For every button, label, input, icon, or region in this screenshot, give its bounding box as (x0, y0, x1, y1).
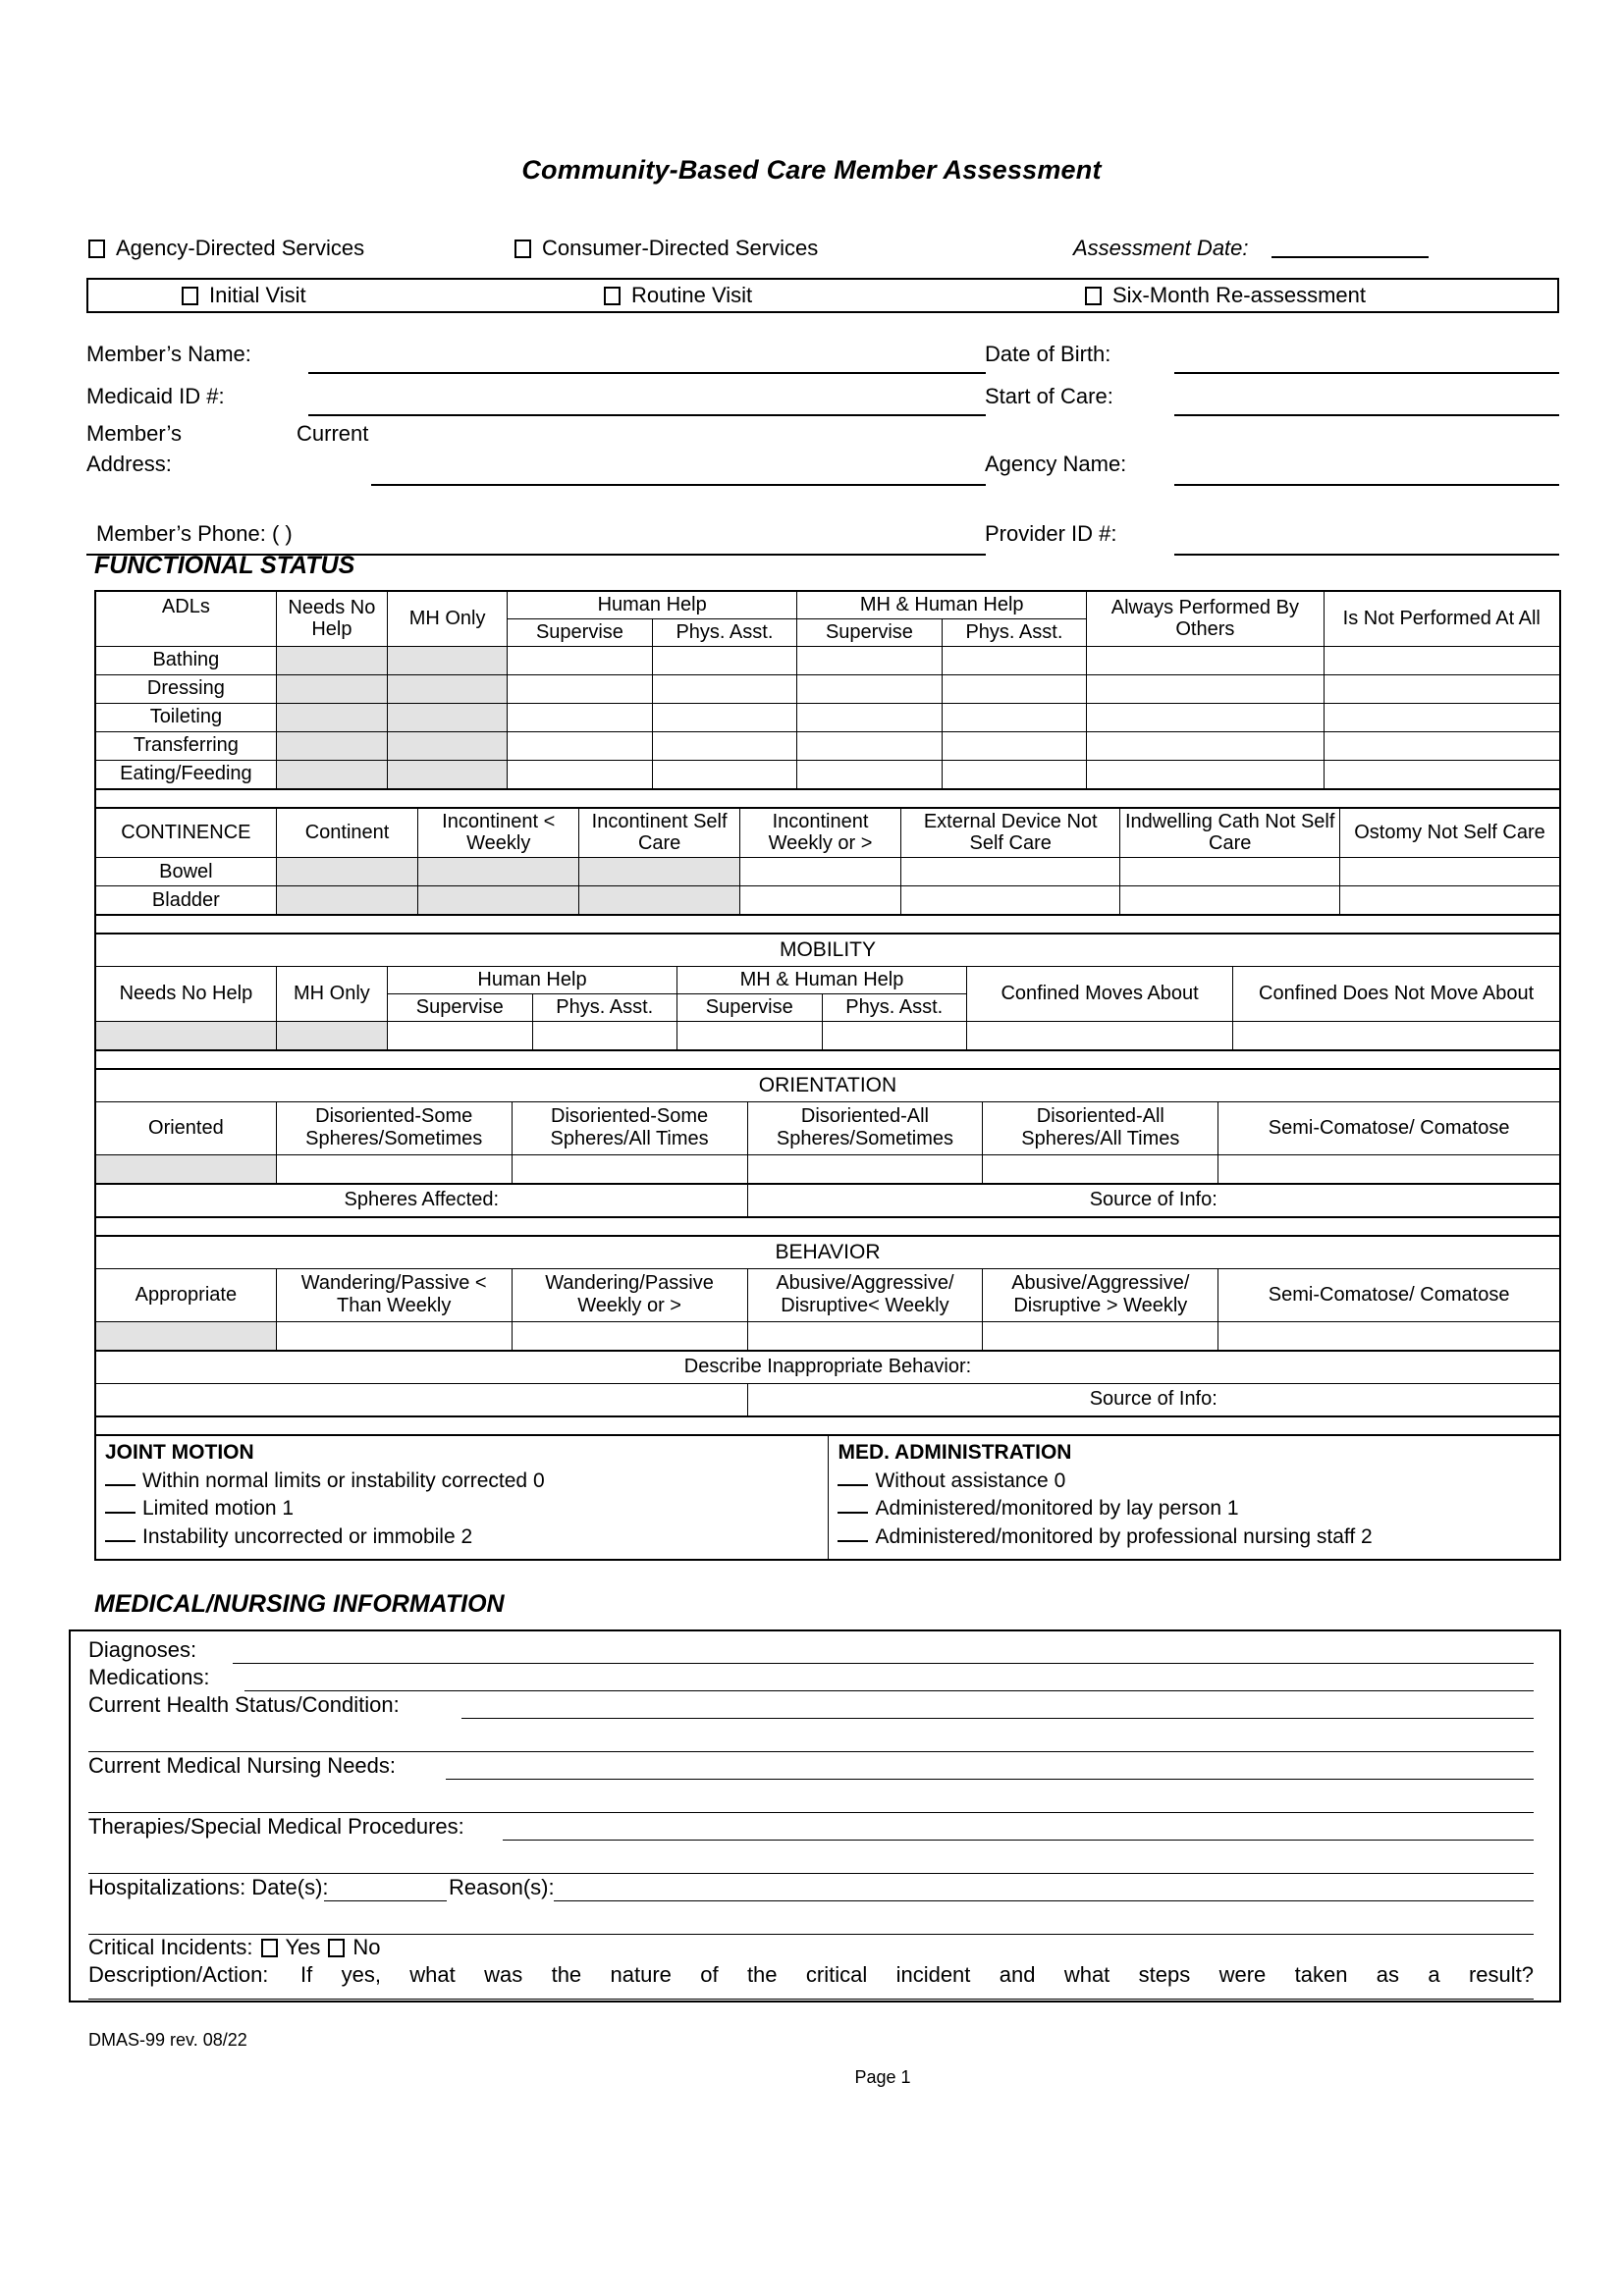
behavior-describe-input[interactable] (96, 1383, 747, 1416)
joint-motion-option-2-label: Instability uncorrected or immobile 2 (142, 1524, 473, 1548)
hospitalizations-reason-label: Reason(s): (449, 1875, 555, 1899)
section-spacer (96, 1416, 1559, 1435)
joint-motion-option-1-label: Limited motion 1 (142, 1497, 295, 1521)
checkbox-icon[interactable] (514, 240, 531, 258)
cell-checkbox[interactable] (1087, 703, 1324, 731)
med-administration-section (829, 1436, 1559, 1560)
cell-disabled (96, 1154, 276, 1184)
cell-checkbox[interactable] (508, 646, 653, 674)
cell-checkbox[interactable] (797, 703, 943, 731)
cell-checkbox[interactable] (512, 1154, 747, 1184)
mobility-col-mh-only: MH Only (276, 967, 387, 1022)
cell-disabled (388, 674, 508, 703)
cell-checkbox[interactable] (983, 1154, 1218, 1184)
member-address-label-line2: Address: (86, 452, 172, 476)
checkbox-icon[interactable] (328, 1939, 345, 1957)
dob-label: Date of Birth: (985, 342, 1111, 366)
assessment-date-label: Assessment Date: (1073, 236, 1249, 260)
cell-checkbox[interactable] (797, 646, 943, 674)
behavior-col-abusive-lt-weekly: Abusive/Aggressive/ Disruptive< Weekly (747, 1268, 983, 1321)
orientation-title: ORIENTATION (96, 1070, 1559, 1102)
form-id-footer: DMAS-99 rev. 08/22 (88, 2030, 247, 2050)
member-name-label: Member’s Name: (86, 342, 251, 366)
description-action-question: If yes, what was the nature of the critical incident and what steps were taken as a result? (300, 1962, 1534, 1987)
agency-name-input[interactable] (1174, 484, 1559, 486)
orientation-col-semi-comatose: Semi-Comatose/ Comatose (1218, 1101, 1559, 1154)
adls-group-header-row (96, 592, 1559, 618)
assessment-date-input[interactable] (1271, 240, 1429, 258)
cell-disabled (579, 886, 740, 916)
adls-row-transferring: Transferring (96, 731, 276, 760)
med-admin-option-2[interactable] (838, 1523, 1559, 1552)
med-admin-option-0[interactable] (838, 1468, 1559, 1496)
orientation-col-dis-all-all-times: Disoriented-All Spheres/All Times (983, 1101, 1218, 1154)
orientation-table (96, 1070, 1559, 1237)
cell-checkbox[interactable] (652, 703, 797, 731)
provider-id-label: Provider ID #: (985, 521, 1117, 546)
cell-checkbox[interactable] (740, 858, 901, 886)
current-health-status-input-line2[interactable] (88, 1751, 1534, 1752)
cell-checkbox[interactable] (797, 760, 943, 789)
cell-checkbox[interactable] (967, 1021, 1233, 1050)
description-action-input-line1[interactable] (88, 1999, 1534, 2000)
checkbox-icon[interactable] (604, 287, 621, 305)
provider-id-input[interactable] (1174, 554, 1559, 556)
orientation-col-dis-some-all-times: Disoriented-Some Spheres/All Times (512, 1101, 747, 1154)
behavior-col-abusive-gt-weekly: Abusive/Aggressive/ Disruptive > Weekly (983, 1268, 1218, 1321)
cell-checkbox[interactable] (747, 1321, 983, 1351)
behavior-describe-row (96, 1351, 1559, 1384)
checkbox-icon[interactable] (182, 287, 198, 305)
score-blank[interactable] (105, 1525, 135, 1542)
cell-checkbox[interactable] (652, 731, 797, 760)
continence-row-bladder: Bladder (96, 886, 276, 916)
cell-checkbox[interactable] (508, 731, 653, 760)
orientation-spheres-row (96, 1184, 1559, 1217)
score-blank[interactable] (105, 1497, 135, 1514)
cell-checkbox[interactable] (1218, 1154, 1559, 1184)
cell-disabled (276, 703, 387, 731)
therapies-input-line2[interactable] (88, 1873, 1534, 1874)
score-blank[interactable] (838, 1497, 868, 1514)
cell-disabled (276, 760, 387, 789)
cell-checkbox[interactable] (1339, 886, 1559, 916)
adls-col-always-performed-by-others: Always Performed By Others (1087, 592, 1324, 646)
visit-type-routine-label: Routine Visit (631, 283, 753, 307)
visit-type-box (86, 278, 1559, 313)
member-address-input[interactable] (371, 484, 986, 486)
page-number-footer: Page 1 (854, 2067, 911, 2087)
medical-nursing-box (69, 1629, 1561, 2002)
joint-motion-section (96, 1436, 829, 1560)
member-phone-label: Member’s Phone: ( ) (96, 521, 293, 546)
score-blank[interactable] (838, 1469, 868, 1486)
dob-input[interactable] (1174, 372, 1559, 374)
behavior-col-semi-comatose: Semi-Comatose/ Comatose (1218, 1268, 1559, 1321)
checkbox-icon[interactable] (1085, 287, 1102, 305)
orientation-col-dis-some-sometimes: Disoriented-Some Spheres/Sometimes (276, 1101, 512, 1154)
med-admin-option-1[interactable] (838, 1495, 1559, 1523)
cell-checkbox[interactable] (508, 674, 653, 703)
cell-checkbox[interactable] (1218, 1321, 1559, 1351)
member-address-current-label: Current (297, 421, 369, 446)
critical-incidents-label: Critical Incidents: (88, 1935, 253, 1959)
cell-checkbox[interactable] (1324, 646, 1559, 674)
continence-col-incontinent-self-care: Incontinent Self Care (579, 809, 740, 858)
med-admin-option-0-label: Without assistance 0 (875, 1468, 1066, 1492)
cell-checkbox[interactable] (276, 1154, 512, 1184)
cell-checkbox[interactable] (652, 646, 797, 674)
cell-checkbox[interactable] (1324, 760, 1559, 789)
cell-checkbox[interactable] (797, 674, 943, 703)
cell-disabled (579, 858, 740, 886)
checkbox-icon[interactable] (88, 240, 105, 258)
agency-name-label: Agency Name: (985, 452, 1127, 476)
behavior-col-wandering-lt-weekly: Wandering/Passive < Than Weekly (276, 1268, 512, 1321)
orientation-source-of-info-field[interactable]: Source of Info: (747, 1184, 1559, 1217)
service-type-row (88, 236, 1561, 269)
section-spacer (96, 915, 1559, 934)
behavior-header-row (96, 1268, 1559, 1321)
adls-col-is-not-performed-at-all: Is Not Performed At All (1324, 592, 1559, 646)
continence-col-ostomy: Ostomy Not Self Care (1339, 809, 1559, 858)
adls-row-bathing: Bathing (96, 646, 276, 674)
continence-col-indwelling-cath: Indwelling Cath Not Self Care (1120, 809, 1340, 858)
cell-disabled (388, 646, 508, 674)
nursing-needs-input-line2[interactable] (88, 1812, 1534, 1813)
page-title: Community-Based Care Member Assessment (521, 155, 1102, 185)
start-of-care-label: Start of Care: (985, 384, 1113, 408)
orientation-title-row (96, 1070, 1559, 1102)
continence-col-incontinent-weekly-or-more: Incontinent Weekly or > (740, 809, 901, 858)
assessment-date-field[interactable] (1073, 236, 1429, 261)
table-row (96, 760, 1559, 789)
table-row (96, 646, 1559, 674)
continence-title: CONTINENCE (96, 809, 276, 858)
continence-col-continent: Continent (276, 809, 418, 858)
member-name-input[interactable] (308, 372, 986, 374)
cell-checkbox[interactable] (942, 760, 1087, 789)
cell-checkbox[interactable] (740, 886, 901, 916)
mobility-col-mhhh-supervise: Supervise (677, 993, 823, 1021)
hospitalizations-dates-label: Hospitalizations: Date(s): (88, 1875, 329, 1899)
section-spacer (96, 1050, 1559, 1069)
mobility-col-confined-does-not-move-about: Confined Does Not Move About (1233, 967, 1559, 1022)
cell-checkbox[interactable] (652, 760, 797, 789)
joint-motion-med-admin-row (96, 1436, 1559, 1560)
adls-row-eating-feeding: Eating/Feeding (96, 760, 276, 789)
critical-incidents-no-label: No (352, 1935, 381, 1959)
cell-checkbox[interactable] (942, 646, 1087, 674)
cell-checkbox[interactable] (983, 1321, 1218, 1351)
behavior-table (96, 1237, 1559, 1436)
visit-type-routine[interactable] (604, 283, 752, 308)
cell-checkbox[interactable] (1087, 731, 1324, 760)
adls-row-dressing: Dressing (96, 674, 276, 703)
cell-checkbox[interactable] (512, 1321, 747, 1351)
adls-row-toileting: Toileting (96, 703, 276, 731)
mobility-col-mhhh-phys-asst: Phys. Asst. (822, 993, 967, 1021)
continence-row-bowel: Bowel (96, 858, 276, 886)
mobility-title: MOBILITY (96, 934, 1559, 967)
section-spacer (96, 789, 1559, 808)
adls-title: ADLs (96, 592, 276, 646)
adls-col-needs-no-help: Needs No Help (276, 592, 387, 646)
adls-col-hh-phys-asst: Phys. Asst. (652, 618, 797, 646)
diagnoses-input[interactable] (233, 1663, 1534, 1664)
med-admin-option-1-label: Administered/monitored by lay person 1 (875, 1497, 1239, 1521)
visit-type-initial[interactable] (182, 283, 306, 308)
cell-checkbox[interactable] (1120, 858, 1340, 886)
joint-motion-title: JOINT MOTION (105, 1440, 254, 1464)
behavior-title: BEHAVIOR (96, 1237, 1559, 1269)
cell-checkbox[interactable] (797, 731, 943, 760)
cell-checkbox[interactable] (1087, 646, 1324, 674)
start-of-care-input[interactable] (1174, 414, 1559, 416)
score-blank[interactable] (838, 1525, 868, 1542)
visit-type-six-month[interactable] (1085, 283, 1366, 308)
score-blank[interactable] (105, 1469, 135, 1486)
diagnoses-label: Diagnoses: (88, 1637, 197, 1662)
medicaid-id-label: Medicaid ID #: (86, 384, 225, 408)
cell-disabled (96, 1021, 276, 1050)
cell-disabled (418, 886, 579, 916)
cell-checkbox[interactable] (1324, 703, 1559, 731)
therapies-input[interactable] (503, 1840, 1534, 1841)
adls-col-mhhh-phys-asst: Phys. Asst. (942, 618, 1087, 646)
table-row (96, 1021, 1559, 1050)
current-health-status-label: Current Health Status/Condition: (88, 1692, 400, 1717)
critical-incidents-yes-label: Yes (285, 1935, 321, 1959)
critical-incidents-row (88, 1935, 381, 1960)
med-administration-title: MED. ADMINISTRATION (838, 1440, 1072, 1464)
nursing-needs-label: Current Medical Nursing Needs: (88, 1753, 397, 1778)
joint-motion-option-0[interactable] (105, 1468, 828, 1496)
cell-checkbox[interactable] (942, 731, 1087, 760)
therapies-label: Therapies/Special Medical Procedures: (88, 1814, 464, 1839)
mobility-col-needs-no-help: Needs No Help (96, 967, 276, 1022)
hospitalizations-dates-input[interactable] (324, 1900, 447, 1901)
cell-checkbox[interactable] (900, 858, 1120, 886)
service-type-consumer-directed[interactable] (514, 236, 818, 261)
medications-label: Medications: (88, 1665, 210, 1689)
hospitalizations-reason-input[interactable] (554, 1900, 1534, 1901)
behavior-title-row (96, 1237, 1559, 1269)
adls-col-hh-supervise: Supervise (508, 618, 653, 646)
medical-nursing-heading: MEDICAL/NURSING INFORMATION (94, 1590, 505, 1618)
cell-checkbox[interactable] (652, 674, 797, 703)
cell-checkbox[interactable] (1120, 886, 1340, 916)
adls-col-mhhh-supervise: Supervise (797, 618, 943, 646)
mobility-col-hh-supervise: Supervise (388, 993, 533, 1021)
current-health-status-input[interactable] (461, 1718, 1534, 1719)
orientation-col-oriented: Oriented (96, 1101, 276, 1154)
behavior-col-wandering-weekly-or-more: Wandering/Passive Weekly or > (512, 1268, 747, 1321)
service-type-agency-label: Agency-Directed Services (116, 236, 365, 260)
cell-checkbox[interactable] (1233, 1021, 1559, 1050)
description-action-label: Description/Action: (88, 1962, 269, 1987)
cell-disabled (388, 703, 508, 731)
medicaid-id-input[interactable] (308, 414, 986, 416)
service-type-consumer-label: Consumer-Directed Services (542, 236, 819, 260)
joint-motion-option-1[interactable] (105, 1495, 828, 1523)
behavior-col-appropriate: Appropriate (96, 1268, 276, 1321)
cell-disabled (276, 731, 387, 760)
cell-checkbox[interactable] (276, 1321, 512, 1351)
cell-checkbox[interactable] (900, 886, 1120, 916)
continence-col-incontinent-lt-weekly: Incontinent < Weekly (418, 809, 579, 858)
cell-checkbox[interactable] (747, 1154, 983, 1184)
mobility-group-human-help: Human Help (388, 967, 677, 994)
continence-table (96, 809, 1559, 935)
continence-col-external-device: External Device Not Self Care (900, 809, 1120, 858)
service-type-agency-directed[interactable] (88, 236, 364, 261)
describe-inappropriate-behavior-field[interactable]: Describe Inappropriate Behavior: (96, 1351, 1559, 1384)
cell-checkbox[interactable] (1339, 858, 1559, 886)
cell-checkbox[interactable] (822, 1021, 967, 1050)
cell-disabled (276, 858, 418, 886)
table-row (96, 731, 1559, 760)
visit-type-six-month-label: Six-Month Re-assessment (1112, 283, 1366, 307)
cell-checkbox[interactable] (942, 703, 1087, 731)
cell-checkbox[interactable] (942, 674, 1087, 703)
cell-disabled (388, 760, 508, 789)
cell-checkbox[interactable] (1087, 760, 1324, 789)
table-row (96, 886, 1559, 916)
cell-disabled (388, 731, 508, 760)
cell-checkbox[interactable] (1324, 731, 1559, 760)
checkbox-icon[interactable] (261, 1939, 278, 1957)
adls-group-human-help: Human Help (508, 592, 797, 618)
mobility-col-hh-phys-asst: Phys. Asst. (532, 993, 677, 1021)
adls-col-mh-only: MH Only (388, 592, 508, 646)
orientation-header-row (96, 1101, 1559, 1154)
joint-motion-option-0-label: Within normal limits or instability corrected 0 (142, 1468, 545, 1492)
cell-disabled (418, 858, 579, 886)
medications-input[interactable] (244, 1690, 1534, 1691)
table-row (96, 703, 1559, 731)
table-row (96, 858, 1559, 886)
nursing-needs-input[interactable] (446, 1779, 1534, 1780)
mobility-col-confined-moves-about: Confined Moves About (967, 967, 1233, 1022)
cell-checkbox[interactable] (677, 1021, 823, 1050)
table-row (96, 1154, 1559, 1184)
spheres-affected-field[interactable]: Spheres Affected: (96, 1184, 747, 1217)
mobility-group-header-row (96, 967, 1559, 994)
mobility-title-row (96, 934, 1559, 967)
adls-group-mh-human-help: MH & Human Help (797, 592, 1087, 618)
joint-motion-option-2[interactable] (105, 1523, 828, 1552)
mobility-group-mh-human-help: MH & Human Help (677, 967, 967, 994)
med-admin-option-2-label: Administered/monitored by professional nursing staff 2 (875, 1524, 1373, 1548)
mobility-table (96, 934, 1559, 1070)
cell-checkbox[interactable] (388, 1021, 533, 1050)
section-spacer (96, 1217, 1559, 1236)
cell-disabled (96, 1321, 276, 1351)
continence-header-row (96, 809, 1559, 858)
cell-disabled (276, 674, 387, 703)
functional-status-table (94, 590, 1561, 1561)
table-row (96, 1321, 1559, 1351)
orientation-col-dis-all-sometimes: Disoriented-All Spheres/Sometimes (747, 1101, 983, 1154)
cell-disabled (276, 646, 387, 674)
cell-checkbox[interactable] (1087, 674, 1324, 703)
cell-checkbox[interactable] (508, 703, 653, 731)
functional-status-heading: FUNCTIONAL STATUS (94, 552, 355, 579)
cell-checkbox[interactable] (1324, 674, 1559, 703)
cell-checkbox[interactable] (532, 1021, 677, 1050)
behavior-source-row (96, 1383, 1559, 1416)
cell-disabled (276, 1021, 387, 1050)
member-address-label-line1: Member’s (86, 421, 182, 446)
table-row (96, 674, 1559, 703)
visit-type-initial-label: Initial Visit (209, 283, 306, 307)
behavior-source-of-info-field[interactable]: Source of Info: (747, 1383, 1559, 1416)
cell-disabled (276, 886, 418, 916)
cell-checkbox[interactable] (508, 760, 653, 789)
